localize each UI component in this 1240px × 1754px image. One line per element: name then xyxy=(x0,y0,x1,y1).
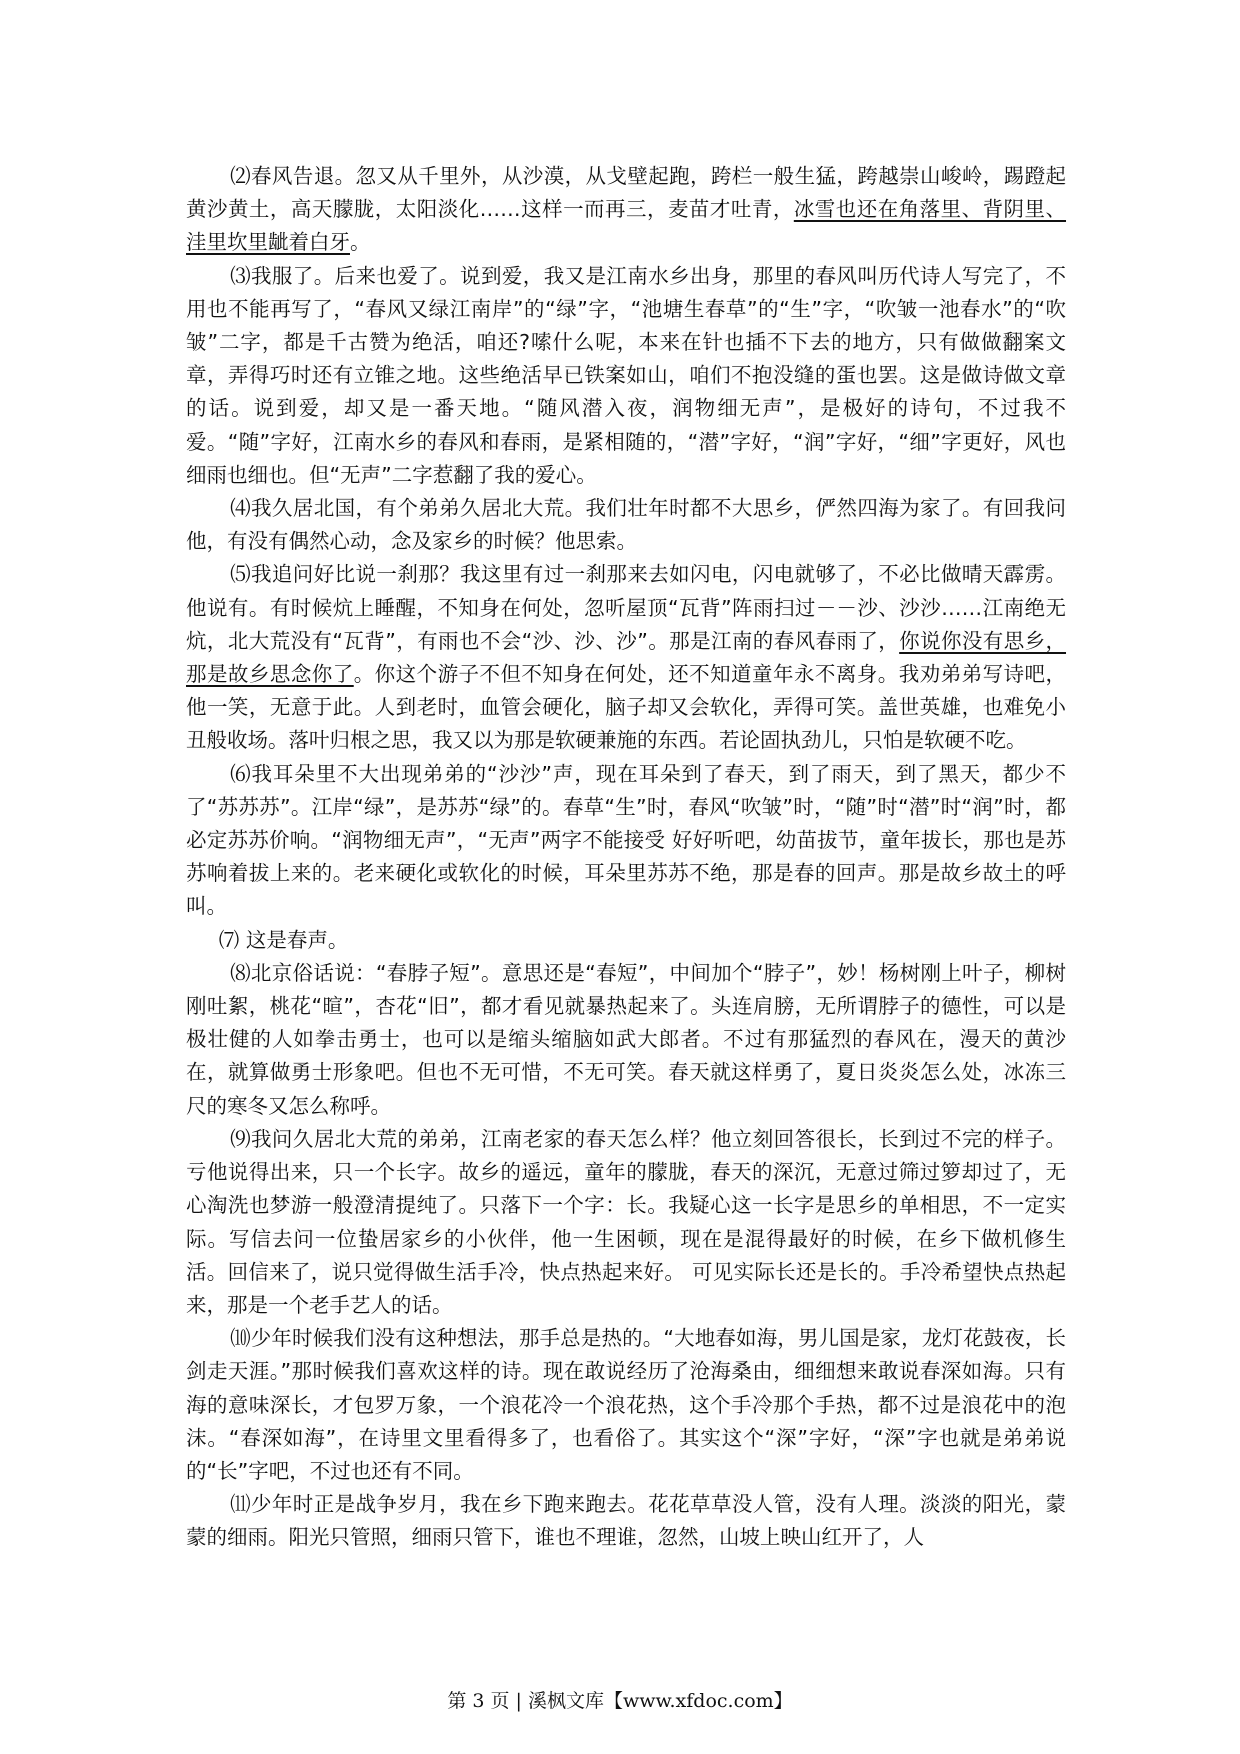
paragraph-4 xyxy=(186,492,1066,558)
page-footer: 第 3 页 | 溪枫文库【www.xfdoc.com】 xyxy=(447,1690,793,1712)
underlined-sentence: 冰雪也还在角落里、背阴里、洼里坎里龇着白牙 xyxy=(186,197,1067,255)
paragraph-text: ⑹我耳朵里不大出现弟弟的“沙沙”声，现在耳朵到了春天，到了雨天，到了黑天，都少不了“苏苏苏”。江岸“绿”，是苏苏“绿”的。春草“生”时，春风“吹皱”时，“随”时“潜”时“润”时，都必定苏苏价响。“润物细无声”，“无声”两字不能接受 好好听吧，幼苗拔节，童年拔长，那也是苏苏响着拔上来的。老来硬化或软化的时候，耳朵里苏苏不绝，那是春的回声。那是故乡故土的呼叫。 xyxy=(186,761,1066,919)
paragraph-text: ⑺ 这是春声。 xyxy=(218,927,349,952)
paragraph-3 xyxy=(186,260,1066,492)
paragraph-text: ⑻北京俗话说：“春脖子短”。意思还是“春短”，中间加个“脖子”，妙！杨树刚上叶子，柳树刚吐絮，桃花“暄”，杏花“旧”，都才看见就暴热起来了。头连肩膀，无所谓脖子的德性，可以是极壮健的人如拳击勇士，也可以是缩头缩脑如武大郎者。不过有那猛烈的春风在，漫天的黄沙在，就算做勇士形象吧。但也不无可惜，不无可笑。春天就这样勇了，夏日炎炎怎么处，冰冻三尺的寒冬又怎么称呼。 xyxy=(186,960,1066,1118)
article-body xyxy=(186,160,1066,1555)
paragraph-9 xyxy=(186,1123,1066,1322)
underlined-sentence: 你说你没有思乡，那是故乡思念你了 xyxy=(186,628,1067,687)
paragraph-text: ⑽少年时候我们没有这种想法，那手总是热的。“大地春如海，男儿国是家，龙灯花鼓夜，长剑走天涯。”那时候我们喜欢这样的诗。现在敢说经历了沧海桑由，细细想来敢说春深如海。只有海的意味深长，才包罗万象，一个浪花冷一个浪花热，这个手冷那个手热，都不过是浪花中的泡沫。“春深如海”，在诗里文里看得多了，也看俗了。其实这个“深”字好，“深”字也就是弟弟说的“长”字吧，不过也还有不同。 xyxy=(186,1326,1066,1483)
paragraph-text: ⑾少年时正是战争岁月，我在乡下跑来跑去。花花草草没人管，没有人理。淡淡的阳光，蒙蒙的细雨。阳光只管照，细雨只管下，谁也不理谁，忽然，山坡上映山红开了，人 xyxy=(186,1492,1066,1550)
paragraph-text: ⑼我问久居北大荒的弟弟，江南老家的春天怎么样？他立刻回答很长，长到过不完的样子。亏他说得出来，只一个长字。故乡的遥远，童年的朦胧，春天的深沉，无意过筛过箩却过了，无心淘洗也梦游一般澄清提纯了。只落下一个字：长。我疑心这一长字是思乡的单相思，不一定实际。写信去问一位蛰居家乡的小伙伴，他一生困顿，现在是混得最好的时候，在乡下做机修生活。回信来了，说只觉得做生活手冷，快点热起来好。 可见实际长还是长的。手冷希望快点热起来，那是一个老手艺人的话。 xyxy=(186,1126,1066,1317)
paragraph-11 xyxy=(186,1488,1066,1554)
paragraph-text: ⑸我追问好比说一刹那？我这里有过一刹那来去如闪电，闪电就够了，不必比做晴天霹雳。他说有。有时候炕上睡醒，不知身在何处，忽听屋顶“瓦背”阵雨扫过－－沙、沙沙……江南绝无炕，北大荒没有“瓦背”，有雨也不会“沙、沙、沙”。那是江南的春风春雨了， xyxy=(186,562,1066,653)
paragraph-text: ⑶我服了。后来也爱了。说到爱，我又是江南水乡出身，那里的春风叫历代诗人写完了，不用也不能再写了，“春风又绿江南岸”的“绿”字，“池塘生春草”的“生”字，“吹皱一池春水”的“吹皱”二字，都是千古赞为绝活，咱还?嗦什么呢，本来在针也插不下去的地方，只有做做翻案文章，弄得巧时还有立锥之地。这些绝活早已铁案如山，咱们不抱没缝的蛋也罢。这是做诗做文章的话。说到爱，却又是一番天地。“随风潜入夜，润物细无声”，是极好的诗句，不过我不爱。“随”字好，江南水乡的春风和春雨，是紧相随的，“潜”字好，“润”字好，“细”字更好，风也细雨也细也。但“无声”二字惹翻了我的爱心。 xyxy=(186,263,1066,487)
paragraph-5 xyxy=(186,558,1066,757)
paragraph-6 xyxy=(186,758,1066,924)
paragraph-text: 。 xyxy=(350,230,371,255)
paragraph-2 xyxy=(186,160,1066,260)
paragraph-10 xyxy=(186,1322,1066,1488)
paragraph-text: ⑷我久居北国，有个弟弟久居北大荒。我们壮年时都不大思乡，俨然四海为家了。有回我问他，有没有偶然心动，念及家乡的时候？他思索。 xyxy=(186,496,1066,554)
paragraph-7 xyxy=(186,924,1066,957)
paragraph-text: 。你这个游子不但不知身在何处，还不知道童年永不离身。我劝弟弟写诗吧，他一笑，无意于此。人到老时，血管会硬化，脑子却又会软化，弄得可笑。盖世英雄，也难免小丑般收场。落叶归根之思，我又以为那是软硬兼施的东西。若论固执劲儿，只怕是软硬不吃。 xyxy=(186,662,1067,753)
paragraph-8 xyxy=(186,957,1066,1123)
paragraph-text: ⑵春风告退。忽又从千里外，从沙漠，从戈壁起跑，跨栏一般生猛，跨越崇山峻岭，踢蹬起黄沙黄土，高天朦胧，太阳淡化……这样一而再三，麦苗才吐青， xyxy=(186,164,1066,222)
